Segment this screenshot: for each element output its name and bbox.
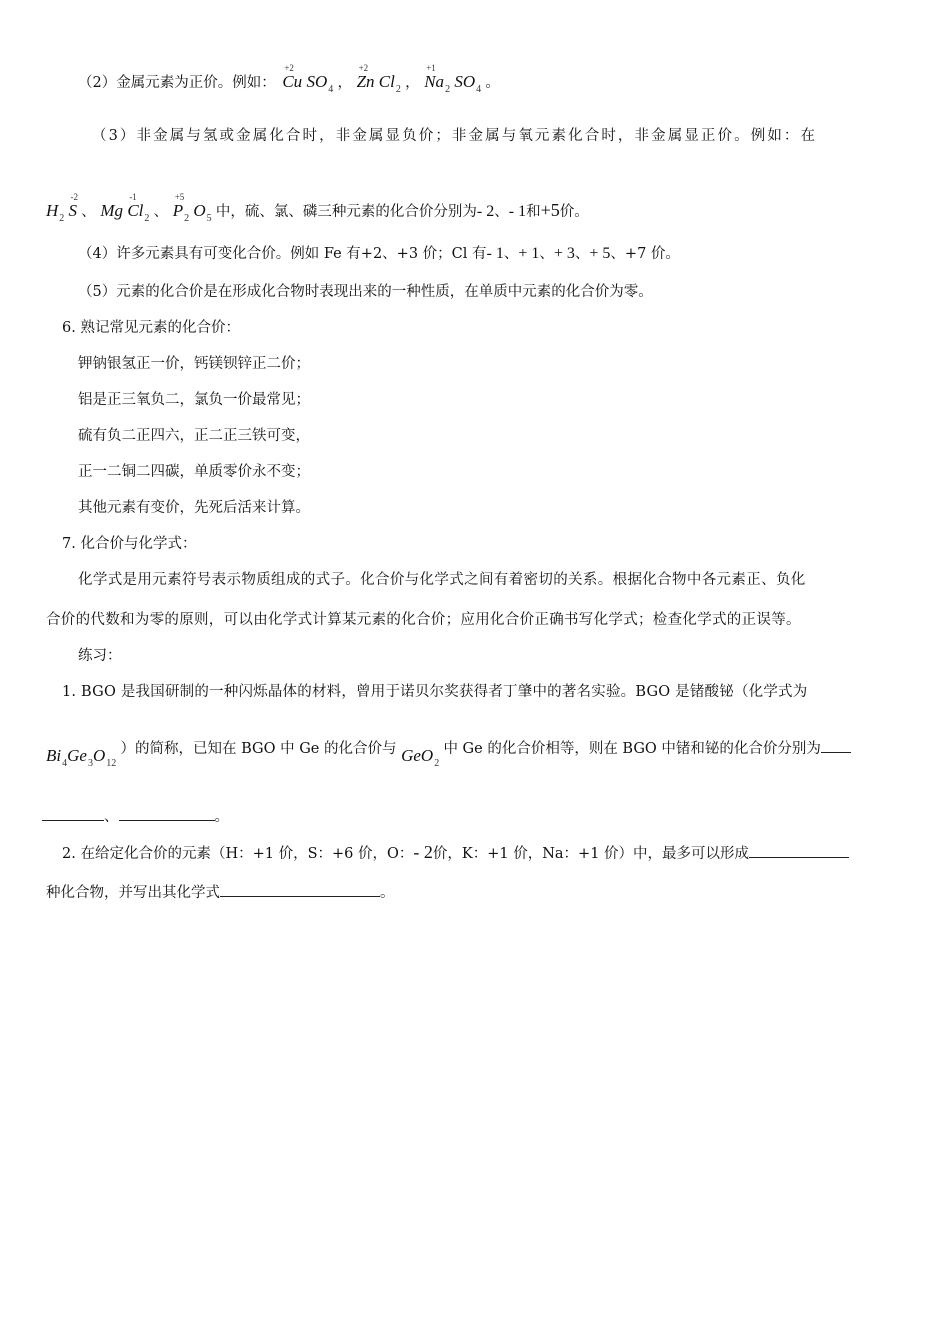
- formula-p2o5: +5 $P_2$ $O_5$: [172, 192, 212, 224]
- answer-blank[interactable]: [119, 806, 215, 821]
- formula-geo2: GeO$_2$: [401, 746, 440, 769]
- question-1-cont: $Bi_4Ge_3O_{12}$ ）的简称，已知在 BGO 中 Ge 的化合价与 GeO$_2$ 中 Ge 的化合价相等，则在 BGO 中锗和铋的化合价分别为: [46, 746, 851, 769]
- formula-zncl2: +2 Zn $Cl_2$: [356, 63, 401, 95]
- answer-blank[interactable]: [821, 738, 851, 753]
- answer-blank[interactable]: [749, 843, 849, 858]
- section-7-paragraph: 化学式是用元素符号表示物质组成的式子。化合价与化学式之间有着密切的关系。根据化合物中各元素正、负化: [78, 572, 806, 588]
- item-nonmetal-examples: $H_2$ -2 S 、 Mg -1 $Cl_2$ 、 +5 $P_2$ $O_5$ 中，硫、氯、磷三种元素的化合价分别为- 2、- 1和+5价。: [46, 192, 589, 224]
- rhyme-line: 正一二铜二四碳，单质零价永不变；: [78, 464, 310, 480]
- rhyme-line: 硫有负二正四六，正二正三铁可变，: [78, 428, 310, 444]
- section-7-title: 7. 化合价与化学式：: [62, 536, 197, 552]
- answer-blank[interactable]: [42, 806, 104, 821]
- item-metal-valence: （2）金属元素为正价。例如： +2 Cu $SO_4$ ， +2 Zn $Cl_2$ ， +1 $Na_2$ $SO_4$ 。: [78, 63, 500, 95]
- item-variable-valence: （4）许多元素具有可变化合价。例如 Fe 有+2、+3 价；Cl 有- 1、+ 1、+ 3、+ 5、+7 价。: [78, 245, 680, 262]
- formula-h2s: $H_2$ -2 S: [46, 192, 79, 224]
- question-2-cont: 种化合物，并写出其化学式 。: [46, 882, 395, 903]
- answer-blank[interactable]: [220, 882, 380, 897]
- question-1-blanks: 、 。: [42, 806, 229, 827]
- section-6-title: 6. 熟记常见元素的化合价：: [62, 320, 240, 336]
- question-2: 2. 在给定化合价的元素（H：+1 价，S：+6 价，O：- 2价，K：+1 价，Na：+1 价）中，最多可以形成: [62, 842, 849, 864]
- item-element-zero: （5）元素的化合价是在形成化合物时表现出来的一种性质，在单质中元素的化合价为零。: [78, 284, 653, 300]
- item-nonmetal-valence: （3）非金属与氢或金属化合时，非金属显负价；非金属与氧元素化合时，非金属显正价。例如：在: [92, 128, 818, 144]
- rhyme-line: 其他元素有变价，先死后活来计算。: [78, 500, 310, 516]
- section-7-paragraph: 合价的代数和为零的原则，可以由化学式计算某元素的化合价；应用化合价正确书写化学式；检查化学式的正误等。: [46, 612, 801, 628]
- rhyme-line: 铝是正三氧负二，氯负一价最常见；: [78, 392, 310, 408]
- formula-bi4ge3o12: $Bi_4Ge_3O_{12}$: [46, 746, 117, 769]
- question-1: 1. BGO 是我国研制的一种闪烁晶体的材料，曾用于诺贝尔奖获得者丁肇中的著名实验。BGO 是锗酸铋（化学式为: [62, 684, 808, 700]
- formula-cuso4: +2 Cu $SO_4$: [282, 63, 334, 95]
- formula-mgcl2: Mg -1 $Cl_2$: [100, 192, 150, 224]
- formula-na2so4: +1 $Na_2$ $SO_4$: [424, 63, 482, 95]
- rhyme-line: 钾钠银氢正一价，钙镁钡锌正二价；: [78, 356, 310, 372]
- exercise-label: 练习：: [78, 648, 122, 664]
